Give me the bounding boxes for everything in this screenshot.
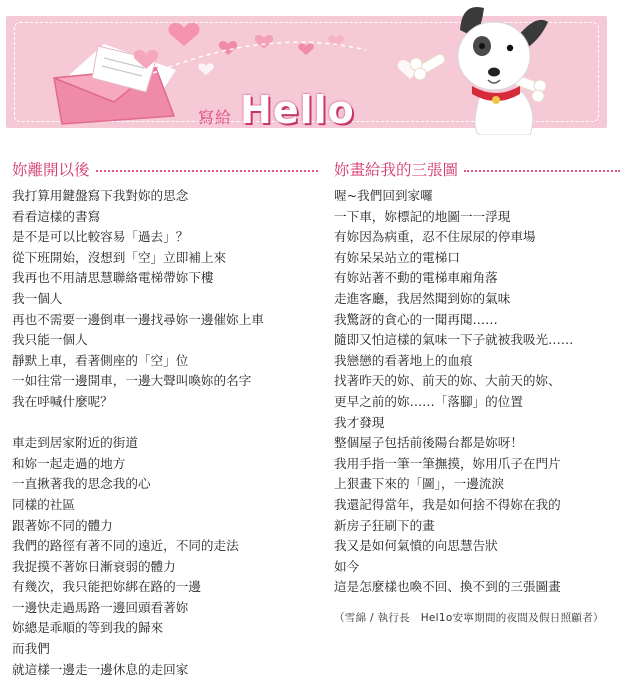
poem-line: 就這樣一邊走一邊休息的走回家 [12,661,189,677]
poem-line: 一下車，妳標記的地圖一一浮現 [334,208,511,224]
poem-line: 找著昨天的妳、前天的妳、大前天的妳、 [334,373,561,389]
poem-line: 我在呼喊什麼呢？ [12,393,113,409]
poem-line: 妳總是乖順的等到我的歸來 [12,620,164,636]
poem-line: 整個屋子包括前後陽台都是妳呀！ [334,435,523,451]
poem-line: 更早之前的妳……「落腳」的位置 [334,393,523,409]
poem-line: 從下班開始，沒想到「空」立即補上來 [12,249,227,265]
poem-line: 我再也不用請思慧聯絡電梯帶妳下樓 [12,270,214,286]
poem-line: 和妳一起走過的地方 [12,455,126,471]
poem-line: 隨即又怕這樣的氣味一下子就被我吸光…… [334,332,574,348]
poem-line: 走進客廳，我居然聞到妳的氣味 [334,290,511,306]
heading-dotted-rule [96,170,318,172]
left-column [12,156,318,680]
poem-line: 我才發現 [334,414,385,430]
poem-line: 靜默上車，看著側座的「空」位 [12,352,189,368]
poem-line: 跟著妳不同的體力 [12,517,113,533]
heading-dotted-rule [464,170,620,172]
poem-line: 有妳站著不動的電梯車廂角落 [334,270,498,286]
left-poem-lines [12,186,318,680]
poem-line: 車走到居家附近的街道 [12,435,138,451]
poem-line: 我驚訝的貪心的一聞再聞…… [334,311,498,327]
poem-line: 喔~我們回到家囉 [334,188,433,203]
poem-line: 新房子狂刷下的畫 [334,517,435,533]
poem-line: 我捉摸不著妳日漸衰弱的體力 [12,558,176,574]
right-poem-lines [334,186,620,598]
poem-line: 是不是可以比較容易「過去」？ [12,229,189,245]
right-section-title: 妳畫給我的三張圖 [334,161,459,179]
poem-line: 有妳呆呆站立的電梯口 [334,249,460,265]
poem-line: 我用手指一筆一筆撫摸，妳用爪子在門片 [334,455,561,471]
banner-hello-title: Hello [240,88,355,132]
poem-line: 這是怎麼樣也喚不回、換不到的三張圖畫 [334,579,561,595]
banner-title [198,88,355,132]
poem-line: 我打算用鍵盤寫下我對妳的思念 [12,188,189,203]
poem-line: 我又是如何氣憤的向思慧告狀 [334,538,498,554]
poem-line: 一直揪著我的思念我的心 [12,476,151,492]
right-column [334,156,620,625]
poem-line: 我們的路徑有著不同的遠近，不同的走法 [12,538,239,554]
right-section-heading [334,156,620,182]
poem-line: 而我們 [12,641,50,657]
poem-line: 有妳因為病重，忍不住尿尿的停車場 [334,229,536,245]
heart-icon [134,23,423,79]
author-credit: （雪綿 / 執行長 Hel1o安寧期間的夜間及假日照顧者） [334,611,604,624]
blank-line [12,413,318,434]
poem-line: 我一個人 [12,290,63,306]
poem-line: 我戀戀的看著地上的血痕 [334,352,473,368]
poem-line: 我還記得當年，我是如何捨不得妳在我的 [334,496,561,512]
poem-line: 看看這樣的書寫 [12,208,101,224]
left-section-title: 妳離開以後 [12,161,90,179]
poem-line: 上狠畫下來的「圖」，一邊流淚 [334,476,505,492]
poem-line: 如今 [334,558,360,574]
poem-line: 一如往常一邊開車，一邊大聲叫喚妳的名字 [12,373,252,389]
poem-line: 一邊快走過馬路一邊回頭看著妳 [12,599,189,615]
poem-line: 同樣的社區 [12,496,75,512]
poem-line: 我只能一個人 [12,332,88,348]
banner-pre-title: 寫給 [198,108,233,127]
dog-illustration [410,0,580,135]
poem-line: 有幾次，我只能把妳綁在路的一邊 [12,579,201,595]
poem-line: 再也不需要一邊倒車一邊找尋妳一邊催妳上車 [12,311,264,327]
left-section-heading [12,156,318,182]
